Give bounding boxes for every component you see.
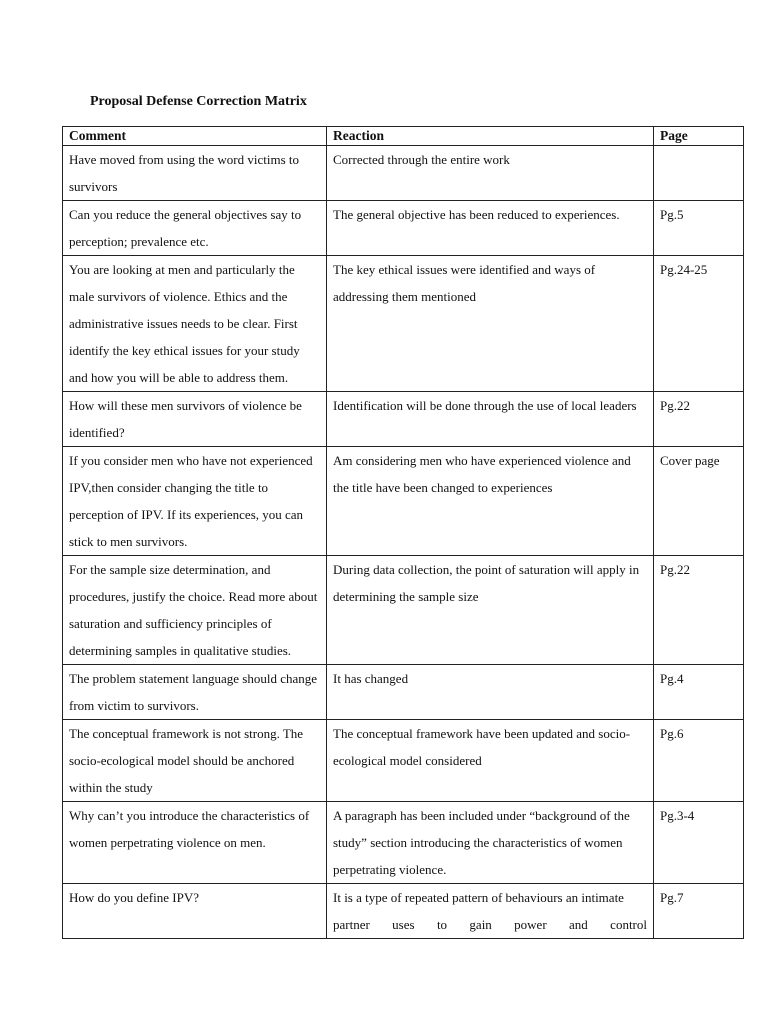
reaction-cell: The general objective has been reduced to experiences. [327,201,654,256]
document-title: Proposal Defense Correction Matrix [90,94,307,109]
table-row [63,256,744,392]
page-cell: Pg.24-25 [654,256,744,392]
comment-cell: Have moved from using the word victims to survivors [63,146,327,201]
comment-cell: If you consider men who have not experienced IPV,then consider changing the title to perception of IPV. If its experiences, you can stick to men survivors. [63,447,327,556]
comment-cell: How do you define IPV? [63,884,327,939]
reaction-cell: Corrected through the entire work [327,146,654,201]
header-comment: Comment [63,127,327,146]
table-row [63,884,744,939]
table-row [63,665,744,720]
comment-cell: How will these men survivors of violence be identified? [63,392,327,447]
page-cell: Pg.22 [654,556,744,665]
comment-cell: You are looking at men and particularly the male survivors of violence. Ethics and the administrative issues needs to be clear. First identify the key ethical issues for your study and how you will be able to address them. [63,256,327,392]
comment-cell: The problem statement language should change from victim to survivors. [63,665,327,720]
comment-cell: Can you reduce the general objectives say to perception; prevalence etc. [63,201,327,256]
table-row [63,720,744,802]
table-row [63,146,744,201]
reaction-cell: It has changed [327,665,654,720]
reaction-cell: It is a type of repeated pattern of behaviours an intimate partner uses to gain power and control [327,884,654,939]
page-cell: Pg.22 [654,392,744,447]
correction-matrix-table [62,126,744,939]
comment-cell: The conceptual framework is not strong. The socio-ecological model should be anchored within the study [63,720,327,802]
page-cell: Pg.5 [654,201,744,256]
table-row [63,556,744,665]
reaction-cell: The conceptual framework have been updated and socio-ecological model considered [327,720,654,802]
page-cell: Cover page [654,447,744,556]
page-cell [654,146,744,201]
page-cell: Pg.7 [654,884,744,939]
page-cell: Pg.4 [654,665,744,720]
reaction-cell: During data collection, the point of saturation will apply in determining the sample size [327,556,654,665]
header-reaction: Reaction [327,127,654,146]
reaction-cell: Identification will be done through the use of local leaders [327,392,654,447]
table-row [63,392,744,447]
table-header-row [63,127,744,146]
comment-cell: For the sample size determination, and procedures, justify the choice. Read more about saturation and sufficiency principles of determining samples in qualitative studies. [63,556,327,665]
page-cell: Pg.3-4 [654,802,744,884]
reaction-cell: Am considering men who have experienced violence and the title have been changed to experiences [327,447,654,556]
table-row [63,802,744,884]
comment-cell: Why can’t you introduce the characteristics of women perpetrating violence on men. [63,802,327,884]
reaction-cell: The key ethical issues were identified and ways of addressing them mentioned [327,256,654,392]
table-row [63,201,744,256]
reaction-cell: A paragraph has been included under “background of the study” section introducing the characteristics of women perpetrating violence. [327,802,654,884]
page-cell: Pg.6 [654,720,744,802]
header-page: Page [654,127,744,146]
table-row [63,447,744,556]
